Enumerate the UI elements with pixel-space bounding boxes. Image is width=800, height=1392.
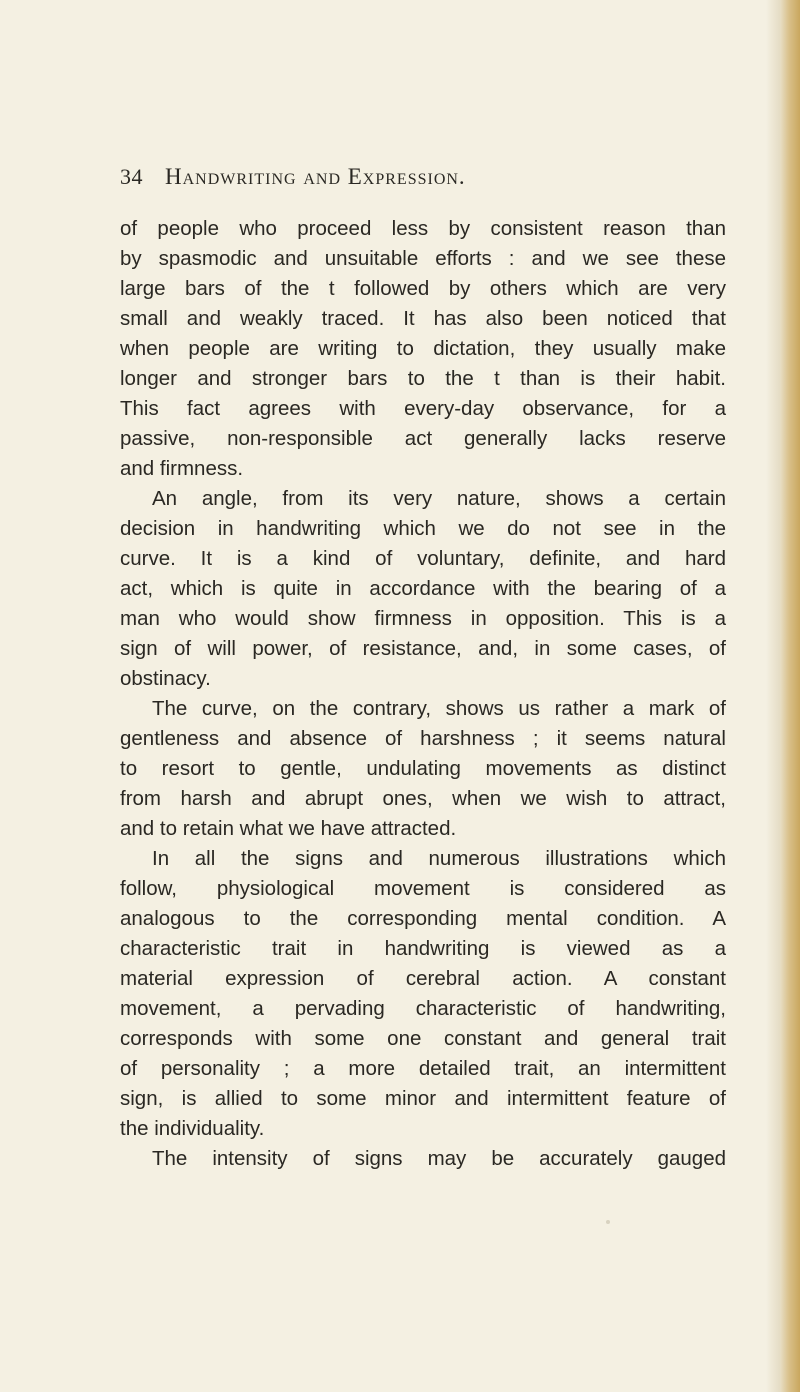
body-text: [120, 214, 726, 1174]
text-line: An angle, from its very nature, shows a certain: [152, 487, 726, 510]
text-line: longer and stronger bars to the t than is their habit.: [120, 367, 726, 390]
text-line: large bars of the t followed by others which are very: [120, 277, 726, 300]
text-line: act, which is quite in accordance with the bearing of a: [120, 577, 726, 600]
text-line: movement, a pervading characteristic of handwriting,: [120, 997, 726, 1020]
text-line: characteristic trait in handwriting is viewed as a: [120, 937, 726, 960]
text-line: This fact agrees with every-day observance, for a: [120, 397, 726, 420]
text-line: sign, is allied to some minor and intermittent feature of: [120, 1087, 726, 1110]
page-gutter-shadow: [766, 0, 780, 1392]
text-line: The curve, on the contrary, shows us rather a mark of: [152, 697, 726, 720]
text-line: by spasmodic and unsuitable efforts : and we see these: [120, 247, 726, 270]
text-line: of personality ; a more detailed trait, an intermittent: [120, 1057, 726, 1080]
text-line: gentleness and absence of harshness ; it seems natural: [120, 727, 726, 750]
page-edge: [780, 0, 800, 1392]
text-line: In all the signs and numerous illustrations which: [152, 847, 726, 870]
text-line: corresponds with some one constant and general trait: [120, 1027, 726, 1050]
text-line: small and weakly traced. It has also been noticed that: [120, 307, 726, 330]
text-line: passive, non-responsible act generally lacks reserve: [120, 427, 726, 450]
text-line: follow, physiological movement is considered as: [120, 877, 726, 900]
text-line: analogous to the corresponding mental condition. A: [120, 907, 726, 930]
running-title: Handwriting and Expression.: [165, 164, 466, 189]
text-line: man who would show firmness in opposition. This is a: [120, 607, 726, 630]
text-line: the individuality.: [120, 1117, 265, 1140]
text-line: material expression of cerebral action. A constant: [120, 967, 726, 990]
text-line: from harsh and abrupt ones, when we wish to attract,: [120, 787, 726, 810]
text-line: and to retain what we have attracted.: [120, 817, 457, 840]
page-number: 34: [120, 164, 143, 189]
text-line: sign of will power, of resistance, and, in some cases, of: [120, 637, 726, 660]
page-header: [120, 164, 720, 198]
text-line: and firmness.: [120, 457, 244, 480]
text-line: of people who proceed less by consistent reason than: [120, 217, 726, 240]
text-line: to resort to gentle, undulating movements as distinct: [120, 757, 726, 780]
text-line: The intensity of signs may be accurately gauged: [152, 1147, 726, 1170]
paper-speck: [606, 1220, 610, 1224]
text-line: when people are writing to dictation, they usually make: [120, 337, 726, 360]
text-line: obstinacy.: [120, 667, 211, 690]
text-line: decision in handwriting which we do not see in the: [120, 517, 726, 540]
text-line: curve. It is a kind of voluntary, definite, and hard: [120, 547, 726, 570]
